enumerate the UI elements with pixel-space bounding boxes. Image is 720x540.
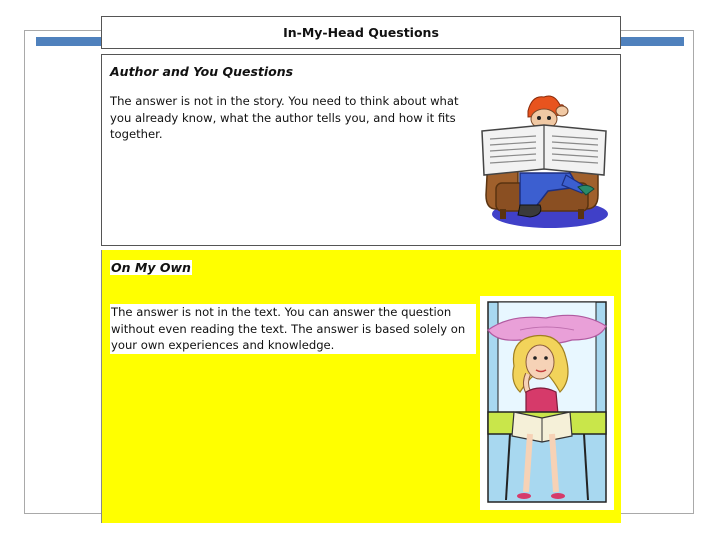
section-heading: On My Own (111, 260, 191, 275)
section-heading: Author and You Questions (110, 64, 294, 79)
author-and-you-section (101, 54, 621, 246)
section-text: The answer is not in the text. You can answer the question without even reading the text. The answer is based solely on your own experiences and knowledge. (110, 304, 476, 354)
man-reading-newspaper-in-armchair-icon (474, 91, 614, 241)
girl-daydreaming-at-desk-icon (480, 296, 614, 510)
accent-bar-right (620, 37, 684, 46)
worksheet-title: In-My-Head Questions (101, 16, 621, 49)
on-my-own-section (101, 250, 621, 523)
section-text: The answer is not in the story. You need to think about what you already know, what the author tells you, and how it fits together. (110, 94, 459, 141)
worksheet (101, 16, 621, 523)
accent-bar-left (36, 37, 102, 46)
